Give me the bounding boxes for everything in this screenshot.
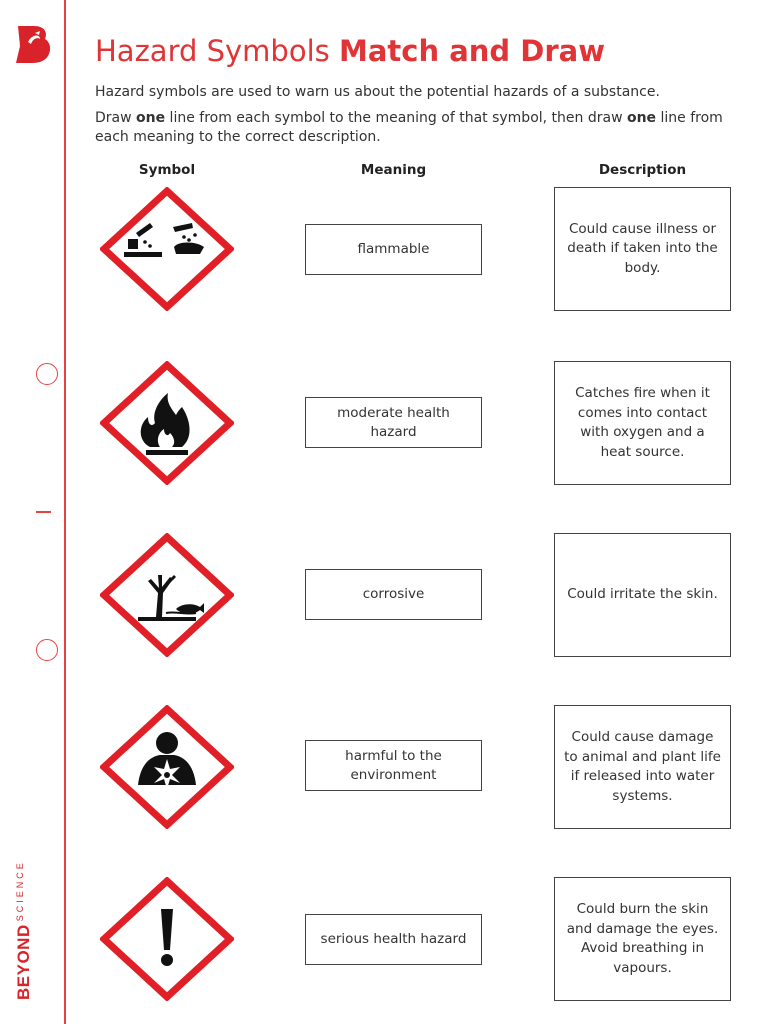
title-regular: Hazard Symbols [95, 34, 339, 68]
hazard-symbol[interactable] [100, 361, 234, 485]
description-box[interactable]: Could cause illness or death if taken into the body. [554, 187, 731, 311]
health-hazard-icon [100, 705, 234, 829]
meaning-box[interactable]: serious health hazard [305, 914, 482, 965]
binder-hole [36, 639, 58, 661]
hazard-symbol[interactable] [100, 187, 234, 311]
exclamation-icon [100, 877, 234, 1001]
meaning-box[interactable]: flammable [305, 224, 482, 275]
flame-icon [100, 361, 234, 485]
hazard-symbol[interactable] [100, 705, 234, 829]
brand-word-beyond: BEYOND [14, 924, 33, 1000]
description-box[interactable]: Could irritate the skin. [554, 533, 731, 657]
instruction-text [95, 109, 745, 147]
binder-hole [36, 363, 58, 385]
instruction-part: Draw [95, 110, 137, 126]
hazard-symbol[interactable] [100, 533, 234, 657]
environment-icon [100, 533, 234, 657]
corrosive-icon [100, 187, 234, 311]
column-header-description: Description [598, 162, 687, 178]
instruction-emphasis: one [136, 110, 166, 126]
column-header-symbol: Symbol [138, 162, 196, 178]
description-box[interactable]: Catches fire when it comes into contact with oxygen and a heat source. [554, 361, 731, 485]
meaning-box[interactable]: moderate health hazard [305, 397, 482, 448]
hazard-symbol[interactable] [100, 877, 234, 1001]
beyond-logo-icon [14, 22, 52, 66]
fold-mark [36, 511, 51, 513]
instruction-part: line from each symbol to the meaning of that symbol, then draw [165, 110, 627, 126]
instruction-part: line from each meaning to the correct description. [95, 110, 728, 145]
brand-word-science: SCIENCE [15, 860, 25, 922]
meaning-box[interactable]: harmful to the environment [305, 740, 482, 791]
description-box[interactable]: Could cause damage to animal and plant life if released into water systems. [554, 705, 731, 829]
page-title [95, 34, 605, 68]
title-bold: Match and Draw [338, 34, 605, 68]
column-header-meaning: Meaning [360, 162, 427, 178]
brand-wordmark [14, 860, 34, 1000]
description-box[interactable]: Could burn the skin and damage the eyes. Avoid breathing in vapours. [554, 877, 731, 1001]
intro-text: Hazard symbols are used to warn us about the potential hazards of a substance. [95, 84, 660, 100]
meaning-box[interactable]: corrosive [305, 569, 482, 620]
margin-line [64, 0, 66, 1024]
instruction-emphasis: one [626, 110, 657, 126]
